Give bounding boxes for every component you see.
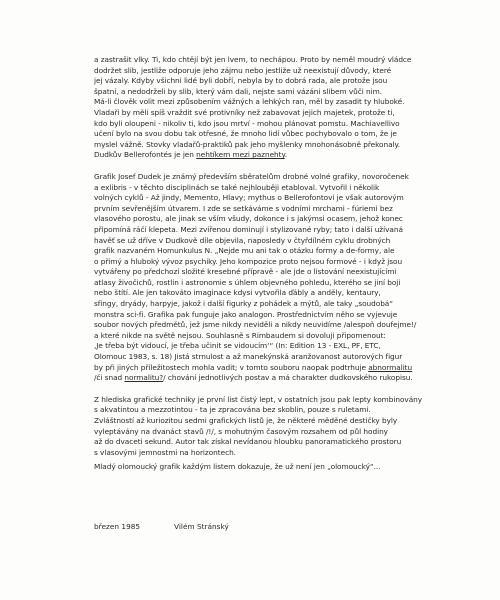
text-line: sfingy, dryády, harpyje, jakož i další figurky z pohádek a mýtů, ale taky „soudobá“ xyxy=(94,299,394,309)
text-line: o přímý a hluboký vývoz psychiky. Jeho kompozice proto nejsou formové - i když jsou xyxy=(94,256,403,266)
date-text: březen 1985 xyxy=(94,522,141,531)
text-line: Zvláštností až kuriozitou sedmi grafických listů je, že některé měděné destičky byly xyxy=(94,416,398,425)
text-line: s vlasovými jemnostmi na horizontech. xyxy=(94,447,236,457)
text-line: nebo štítí. Ale jen takováto imaginace kdysi vytvořila ďábly a anděly, kentaury, xyxy=(94,288,381,298)
text-line: Z hlediska grafické techniky je první list čistý lept, v ostatních jsou pak lepty kombinovány xyxy=(94,394,423,404)
essay-text xyxy=(94,55,423,477)
author-name: Vilém Stránský xyxy=(174,522,229,531)
text-line: /či snad normalitu?/ chování jednotlivých postav a má charakter dudkovského rukopisu. xyxy=(94,373,413,383)
text-line: až do dvaceti sekund. Autor tak získal nevídanou hloubku panoramatického prostoru xyxy=(94,437,402,447)
text-line: prvním sevřenějším útvarem. I zde se setkáváme s vodními mrchami - fúriemi bez xyxy=(94,203,393,213)
paragraph-machiavelli xyxy=(94,55,412,161)
text-line: monstra sci-fi. Grafika pak funguje jako analogon. Prostřednictvím něho se vyjevuje xyxy=(94,309,398,319)
paragraph-dudek xyxy=(94,171,417,384)
text-line: připomíná ráčí klepeta. Mezi zvířenou dominují i stylizované ryby; tato i další užívaná xyxy=(94,224,403,234)
text-line: dodržet slib, jestliže odporuje jeho zájmu nebo jestliže už neexistují důvody, které xyxy=(94,65,392,75)
text-line: atlasy živočichů, rostlin i astronomie s úhlem objevného pohledu, kterého se jiní boji xyxy=(94,277,401,287)
text-line: ‚Je třeba být vidoucí, je třeba učinit se vidoucím‘“ (In: Edition 13 - EXL, PF, ETC, xyxy=(94,341,381,351)
text-line: grafik nazvaném Homunkulus N. „Nejde mu ani tak o otázku formy a de-formy, ale xyxy=(94,246,395,256)
text-line: a exlibris - v těchto disciplinách se také nejhlouběji etabloval. Vytvořil i několik xyxy=(94,182,380,192)
text-line: a zastrašit vlky. Ti, kdo chtějí být jen lvem, to nechápou. Proto by neměl moudrý vládce xyxy=(94,55,412,64)
text-line: by při jiných příležitostech mohla vadit; v tomto souboru naopak podtrhuje abnormalitu xyxy=(94,362,413,372)
text-line: Má-li člověk volit mezi způsobením vážných a lehkých ran, měl by zasadit ty hluboké. xyxy=(94,97,405,107)
text-line: vyleptávány na dvanáct stavů /!/, s mohutným časovým rozsahem od půl hodiny xyxy=(94,426,388,436)
text-line: a které nikde na světě nejsou. Souhlasně s Rimbaudem si dovoluji připomenout: xyxy=(94,330,386,340)
text-line: havěť se už dříve v Dudkově díle objevila, naposledy v čtyřdílném cyklu drobných xyxy=(94,235,391,245)
text-line: volných cyklů - Až jindy, Memento, Hlavy; mythus o Bellerofontovi je však autorovým xyxy=(94,193,404,203)
text-line: vlasového porostu, ale jinak se vším všudy, dokonce i s jakýmsi ocasem, jehož konec xyxy=(94,214,403,224)
text-line: vytvářeny po předchozí složité kresebné přípravě - ale jde o listování neexistujícími xyxy=(94,267,397,277)
paragraph-technique xyxy=(94,394,423,459)
text-line: Grafik Josef Dudek je známý především sběratelům drobné volné grafiky, novoročenek xyxy=(94,171,409,181)
text-line: Mladý olomoucký grafik každým listem dokazuje, že už není jen „olomoucký“... xyxy=(94,462,381,472)
text-line: Olomouc 1983, s. 18) Jistá strnulost a až manekýnská aranžovanost autorových figur xyxy=(94,352,403,362)
text-line: jej vázaly. Kdyby všichni lidé byli dobří, nebyla by to dobrá rada, ale protože jsou xyxy=(94,76,388,86)
text-line: s akvatintou a mezzotintou - ta je zpracována bez skoblin, pouze s ruletami. xyxy=(94,405,371,415)
text-line: soubor nových předmětů, jež jsme nikdy neviděli a nikdy neuvidíme /alespoň doufejme!/ xyxy=(94,320,417,330)
text-line: Vladaři by měli spíš vraždit své protivníky než zabavovat jejich majetek, protože ti, xyxy=(94,107,395,117)
paragraph-conclusion xyxy=(94,462,404,473)
text-line: špatní, a nedodrželi by slib, který vám dali, nejste sami vázáni slibem vůči nim. xyxy=(94,86,383,96)
text-line: učení bylo na svou dobu tak otřesné, že mnoho lidí vůbec pochybovalo o tom, že je xyxy=(94,129,397,139)
text-line: Dudkův Bellerofontés je jen nehtíkem mezi paznehty. xyxy=(94,150,288,160)
text-line: myslel vážně. Stovky vladařů-praktiků pak jeho myšlenky mnohonásobně překonaly. xyxy=(94,139,401,149)
text-line: kdo byli oloupeni - nikoliv ti, kdo jsou mrtví - mohou plánovat pomstu. Machiavellivo xyxy=(94,118,400,128)
